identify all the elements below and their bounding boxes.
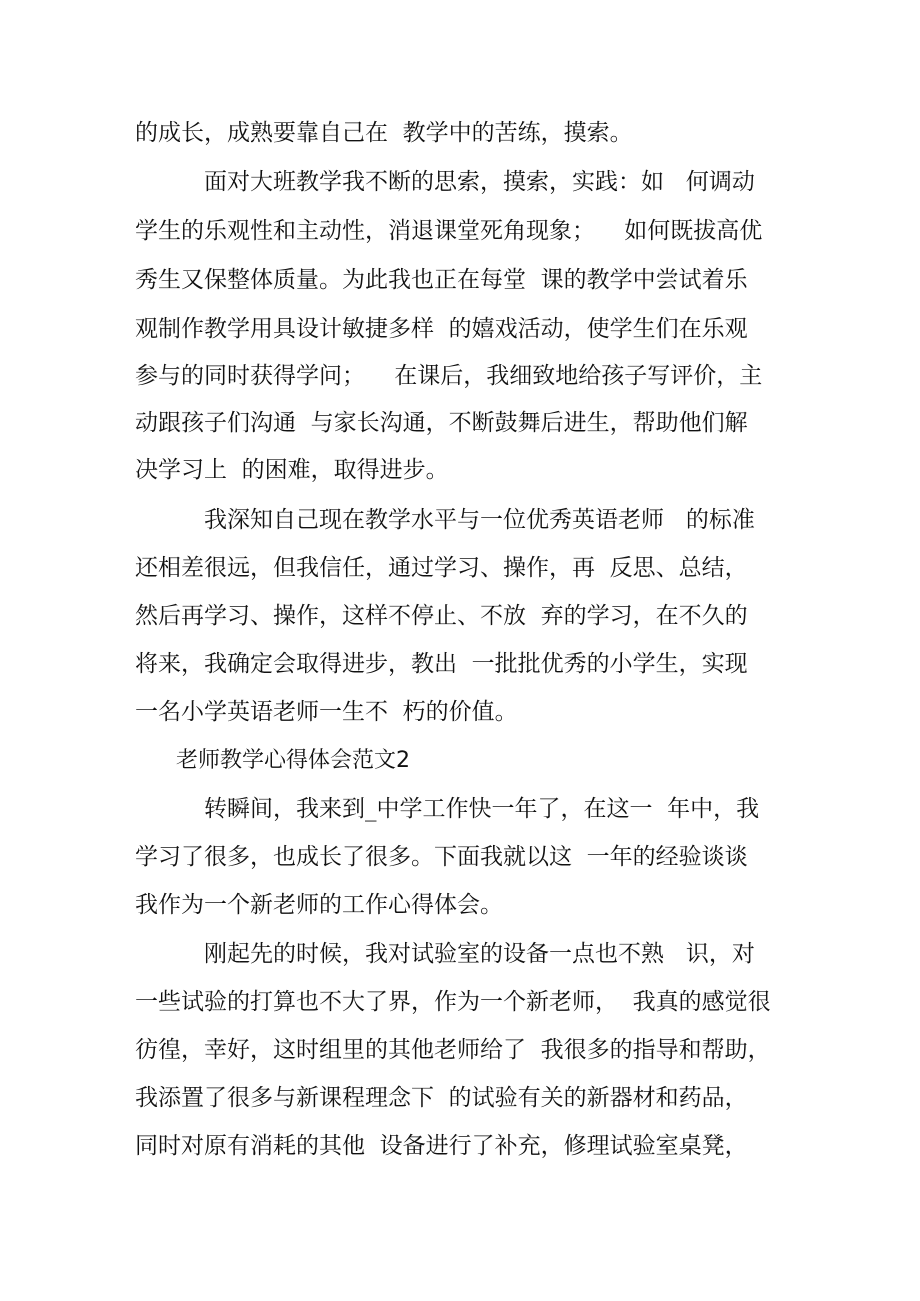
text-line: 观制作教学用具设计敏捷多样 的嬉戏活动，使学生们在乐观 [135, 316, 748, 342]
text-line: 将来，我确定会取得进步，教出 一批批优秀的小学生，实现 [135, 651, 748, 677]
text-line: 我添置了很多与新课程理念下 的试验有关的新器材和药品， [135, 1085, 748, 1111]
text-line: 参与的同时获得学问； 在课后，我细致地给孩子写评价，主 [135, 363, 763, 389]
text-line: 还相差很远，但我信任，通过学习、操作，再 反思、总结， [135, 555, 748, 581]
text-line: 刚起先的时候，我对试验室的设备一点也不熟 识，对 [204, 941, 755, 967]
text-line: 的成长，成熟要靠自己在 教学中的苦练，摸索。 [135, 120, 633, 146]
text-line: 动跟孩子们沟通 与家长沟通，不断鼓舞后进生，帮助他们解 [135, 410, 748, 436]
text-line: 然后再学习、操作，这样不停止、不放 弃的学习，在不久的 [135, 603, 748, 629]
text-line: 转瞬间，我来到_中学工作快一年了，在这一 年中，我 [204, 796, 760, 822]
text-line: 面对大班教学我不断的思索，摸索，实践：如 何调动 [204, 169, 755, 195]
text-line: 我作为一个新老师的工作心得体会。 [135, 892, 503, 918]
text-line: 同时对原有消耗的其他 设备进行了补充，修理试验室桌凳， [135, 1133, 748, 1159]
text-line: 秀生又保整体质量。为此我也正在每堂 课的教学中尝试着乐 [135, 267, 748, 293]
text-line: 彷徨，幸好，这时组里的其他老师给了 我很多的指导和帮助， [135, 1037, 771, 1063]
text-line: 学生的乐观性和主动性，消退课堂死角现象； 如何既拔高优 [135, 218, 763, 244]
text-line: 我深知自己现在教学水平与一位优秀英语老师 的标准 [204, 507, 755, 533]
text-line: 一些试验的打算也不大了界，作为一个新老师， 我真的感觉很 [135, 989, 771, 1015]
text-line: 一名小学英语老师一生不 朽的价值。 [135, 699, 518, 725]
section-heading: 老师教学心得体会范文2 [176, 748, 410, 773]
text-line: 学习了很多，也成长了很多。下面我就以这 一年的经验谈谈 [135, 844, 748, 870]
text-line: 决学习上 的困难，取得进步。 [135, 457, 449, 483]
